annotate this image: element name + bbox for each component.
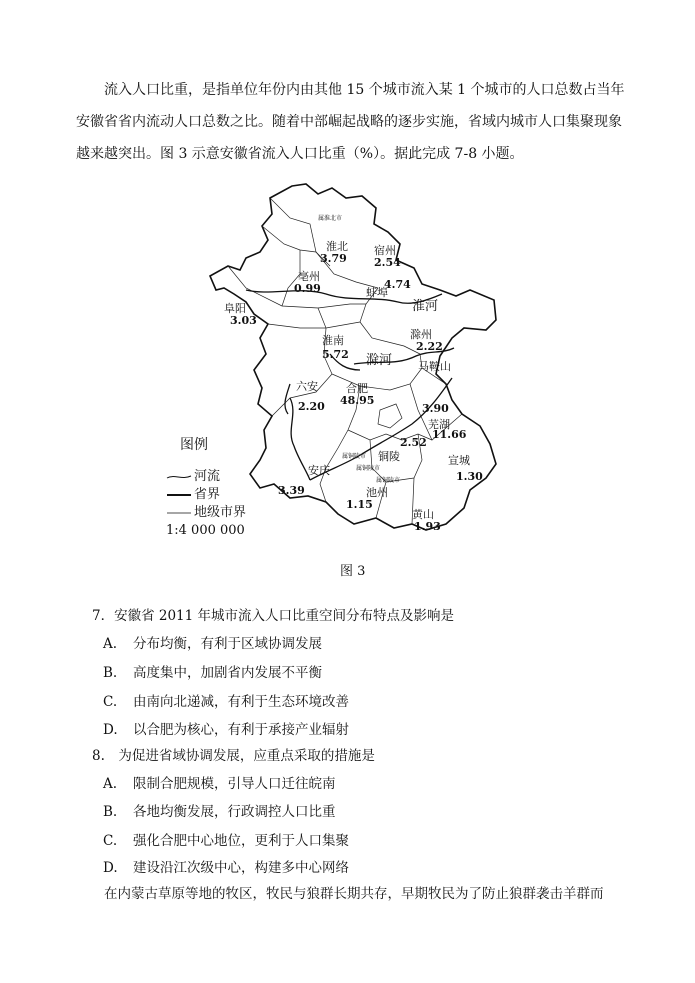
intro-line-2: 安徽省省内流动人口总数之比。随着中部崛起战略的逐步实施，省域内城市人口集聚现象 [76,114,622,130]
intro-line-3: 越来越突出。图 3 示意安徽省流入人口比重（%）。据此完成 7-8 小题。 [76,146,524,162]
option-key: D. [103,860,118,876]
option-text: 由南向北递减，有利于生态环境改善 [133,694,349,710]
option-key: D. [103,722,118,738]
question-8-stem: 8. 为促进省域协调发展，应重点采取的措施是 [92,748,375,764]
city-name-bozhou: 亳州 [298,270,320,283]
exclave-label-tongling-b: 属铜陵市 [356,465,381,472]
question-7-stem: 7．安徽省 2011 年城市流入人口比重空间分布特点及影响是 [92,608,455,624]
question-7-option-b [103,663,322,683]
city-name-huangshan: 黄山 [412,508,434,521]
city-name-huainan: 淮南 [322,334,344,347]
question-7-option-d [103,720,349,740]
next-passage-line: 在内蒙古草原等地的牧区，牧民与狼群长期共存，早期牧民为了防止狼群袭击羊群而 [104,886,604,902]
intro-line-1: 流入人口比重，是指单位年份内由其他 15 个城市流入某 1 个城市的人口总数占当年 [104,82,625,98]
option-key: B. [103,665,118,681]
city-value-tongling: 2.52 [400,436,427,449]
city-value-fuyang: 3.03 [230,314,257,327]
legend-scale: 1:4 000 000 [166,523,245,538]
legend-river-label: 河流 [194,469,221,484]
huaihe-label: 淮河 [412,299,439,314]
option-text: 限制合肥规模，引导人口迁往皖南 [133,776,336,792]
city-name-chizhou: 池州 [366,486,388,499]
legend-province-row [166,486,246,504]
province-boundary [210,184,496,530]
option-key: A. [103,636,118,652]
city-value-bengbu: 4.74 [384,278,411,291]
city-value-hefei: 48.95 [340,394,375,407]
option-text: 高度集中，加剧省内发展不平衡 [133,665,322,681]
city-name-fuyang: 阜阳 [224,302,246,315]
option-text: 强化合肥中心地位，更利于人口集聚 [133,833,349,849]
option-text: 以合肥为核心，有利于承接产业辐射 [133,722,349,738]
city-value-maanshan: 3.90 [422,402,449,415]
exclave-label-huaibei: 属淮北市 [318,215,343,222]
figure-caption: 图 3 [340,564,366,579]
city-name-wuhu: 芜湖 [428,418,450,431]
option-key: C. [103,694,118,710]
city-name-luan: 六安 [296,380,318,393]
city-value-bozhou: 0.99 [294,282,321,295]
city-name-tongling: 铜陵 [378,450,400,463]
city-value-suzhou: 2.54 [374,256,401,269]
option-text: 分布均衡，有利于区域协调发展 [133,636,322,652]
question-7-option-c [103,692,349,712]
question-8-option-c [103,831,349,851]
legend-river-row [166,468,246,486]
legend-province-label: 省界 [194,487,221,502]
city-name-chuzhou: 滁州 [410,328,432,341]
option-text: 建设沿江次级中心，构建多中心网络 [133,860,349,876]
exclave-label-tongling-c: 属铜陵市 [376,477,401,484]
city-value-chizhou: 1.15 [346,498,373,511]
option-text: 各地均衡发展，行政调控人口比重 [133,804,336,820]
legend-title: 图例 [180,437,208,453]
option-key: C. [103,833,118,849]
city-value-wuhu: 11.66 [432,428,467,441]
prefecture-border-symbol [166,508,192,518]
city-name-suzhou: 宿州 [374,244,396,257]
question-7-option-a [103,634,322,654]
city-value-anqing: 3.39 [278,484,305,497]
city-name-anqing: 安庆 [308,464,330,477]
city-value-huaibei: 3.79 [320,252,347,265]
exclave-label-tongling-a: 属铜陵市 [342,453,367,460]
city-value-huainan: 5.72 [322,348,349,361]
legend-prefecture-row [166,504,246,522]
chuhe-label: 滁河 [366,353,393,368]
province-border-symbol [166,490,192,500]
question-8-option-d [103,858,349,878]
option-key: B. [103,804,118,820]
question-8-option-b [103,802,336,822]
city-value-huangshan: 1.93 [414,520,441,533]
map-legend [166,436,246,540]
city-value-luan: 2.20 [298,400,325,413]
city-name-hefei: 合肥 [346,382,368,395]
city-name-bengbu: 蚌埠 [366,286,388,299]
legend-prefecture-label: 地级市界 [194,505,247,520]
river-symbol [166,472,192,482]
option-key: A. [103,776,118,792]
city-value-chuzhou: 2.22 [416,340,443,353]
city-name-maanshan: 马鞍山 [418,360,451,373]
city-name-huaibei: 淮北 [326,240,348,253]
question-8-option-a [103,774,336,794]
city-name-xuancheng: 宣城 [448,454,470,467]
city-value-xuancheng: 1.30 [456,470,483,483]
